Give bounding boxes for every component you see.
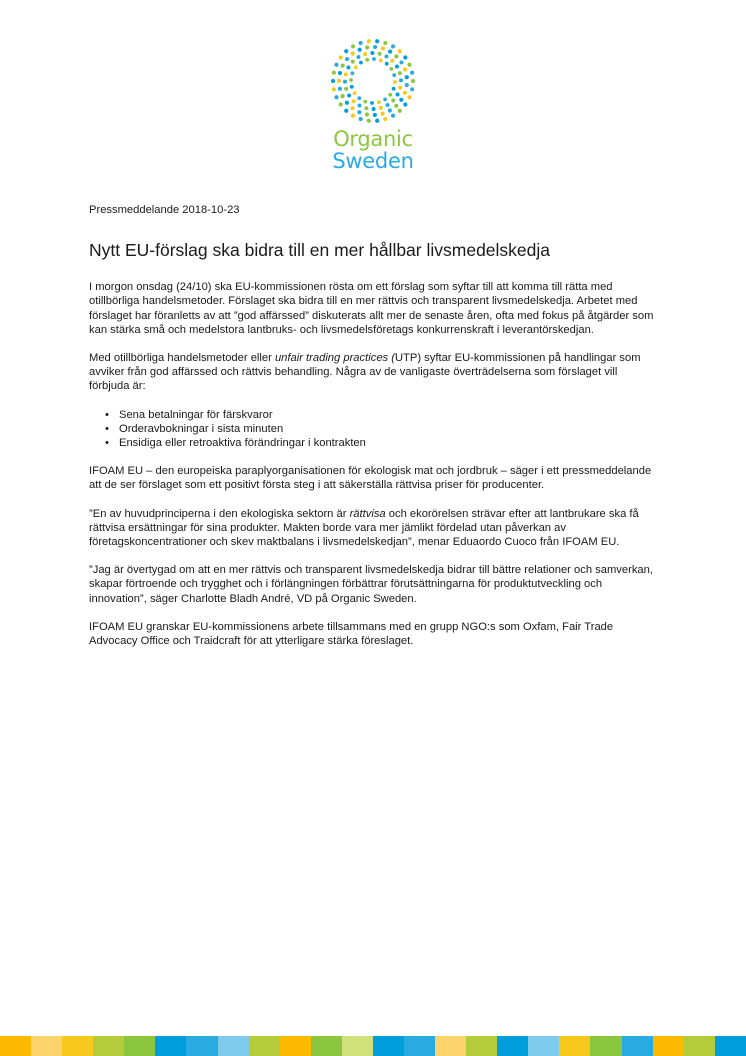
sunburst-dot bbox=[367, 39, 371, 43]
paragraph-quote-italic: rättvisa bbox=[349, 507, 386, 520]
sunburst-dot bbox=[373, 45, 377, 49]
sunburst-dot bbox=[403, 102, 407, 106]
sunburst-dot bbox=[399, 60, 403, 64]
stripe-segment bbox=[280, 1036, 311, 1056]
sunburst-dot bbox=[407, 95, 411, 99]
sunburst-dot bbox=[344, 87, 348, 91]
organic-sweden-logo bbox=[320, 38, 426, 172]
sunburst-dot bbox=[411, 79, 415, 83]
sunburst-dot bbox=[391, 114, 395, 118]
sunburst-dot bbox=[405, 75, 409, 79]
sunburst-dot bbox=[332, 71, 336, 75]
sunburst-dot bbox=[386, 103, 390, 107]
sunburst-dot bbox=[351, 114, 355, 118]
sunburst-dot bbox=[393, 80, 397, 84]
sunburst-dot bbox=[372, 57, 376, 61]
sunburst-dot bbox=[370, 101, 374, 105]
sunburst-dot bbox=[358, 104, 362, 108]
stripe-segment bbox=[435, 1036, 466, 1056]
sunburst-dot bbox=[389, 67, 393, 71]
sunburst-dot bbox=[332, 87, 336, 91]
sunburst-dot bbox=[398, 86, 402, 90]
stripe-segment bbox=[62, 1036, 93, 1056]
sunburst-dot bbox=[344, 109, 348, 113]
sunburst-dot bbox=[398, 49, 402, 53]
stripe-segment bbox=[186, 1036, 217, 1056]
paragraph-quote-start: ”En av huvudprinciperna i den ekologiska sektorn är bbox=[89, 507, 350, 520]
stripe-segment bbox=[218, 1036, 249, 1056]
stripe-segment bbox=[715, 1036, 746, 1056]
stripe-segment bbox=[31, 1036, 62, 1056]
sunburst-dot bbox=[373, 113, 377, 117]
stripe-segment bbox=[342, 1036, 373, 1056]
sunburst-dot bbox=[344, 72, 348, 76]
sunburst-dot bbox=[399, 78, 403, 82]
stripe-segment bbox=[590, 1036, 621, 1056]
sunburst-dot bbox=[407, 63, 411, 67]
sunburst-dot bbox=[377, 100, 381, 104]
stripe-segment bbox=[249, 1036, 280, 1056]
sunburst-dot bbox=[346, 66, 350, 70]
sunburst-dot bbox=[345, 101, 349, 105]
sunburst-dot bbox=[391, 44, 395, 48]
sunburst-dot bbox=[357, 110, 361, 114]
sunburst-dot bbox=[347, 94, 351, 98]
sunburst-dot bbox=[359, 61, 363, 65]
sunburst-dot bbox=[398, 71, 402, 75]
stripe-segment bbox=[311, 1036, 342, 1056]
sunburst-dot bbox=[375, 119, 379, 123]
logo-line-sweden: Sweden bbox=[332, 149, 414, 173]
sunburst-dot bbox=[381, 46, 385, 50]
footer-color-stripe bbox=[0, 1036, 746, 1056]
list-item: • Sena betalningar för färskvaror bbox=[119, 408, 655, 422]
stripe-segment bbox=[559, 1036, 590, 1056]
sunburst-dot bbox=[363, 52, 367, 56]
sunburst-dot bbox=[343, 80, 347, 84]
paragraph-closing: IFOAM EU granskar EU-kommissionens arbete tillsammans med en grupp NGO:s som Oxfam, Fair Trade Advocacy Office och Traidcraft för att ytterligare stärka föreslaget. bbox=[89, 620, 614, 648]
sunburst-dot bbox=[403, 55, 407, 59]
sunburst-dot bbox=[375, 39, 379, 43]
sunburst-dot bbox=[359, 41, 363, 45]
sunburst-dot bbox=[388, 93, 392, 97]
sunburst-dot bbox=[350, 85, 354, 89]
stripe-segment bbox=[93, 1036, 124, 1056]
sunburst-dot bbox=[351, 44, 355, 48]
sunburst-dot bbox=[378, 52, 382, 56]
sunburst-dot bbox=[392, 87, 396, 91]
sunburst-dot bbox=[351, 71, 355, 75]
paragraph-utp-end: UTP) syftar EU-kommissionen på handlingar som avviker från god affärssed och rättvis behandling. Några av de vanligaste överträdelserna som förslaget vill förbjuda är: bbox=[89, 352, 641, 393]
stripe-segment bbox=[0, 1036, 31, 1056]
sunburst-dot bbox=[398, 109, 402, 113]
sunburst-dot bbox=[345, 57, 349, 61]
sunburst-dot bbox=[337, 79, 341, 83]
sunburst-dot bbox=[392, 73, 396, 77]
paragraph-intro: I morgon onsdag (24/10) ska EU-kommissionen rösta om ett förslag som syftar till att komma till rätta med otillbörliga handelsmetoder. Förslaget ska bidra till en mer rättvis och transparent livsmedelskedja. Arbetet med förslaget har föranletts av att ”god affärssed” diskuterats allt mer de senaste åren, ofta med fokus på åtgärder som kan stärka små och medelstora lantbruks- och livsmedelsföretags konkurrenskraft i leverantörskedjan. bbox=[89, 281, 654, 336]
sunburst-dot bbox=[372, 107, 376, 111]
paragraph-utp bbox=[89, 351, 655, 394]
sunburst-dot bbox=[331, 79, 335, 83]
sunburst-dot bbox=[379, 59, 383, 63]
sunburst-dot bbox=[367, 119, 371, 123]
sunburst-dot bbox=[339, 102, 343, 106]
sunburst-dot bbox=[334, 63, 338, 67]
paragraph-ifoam: IFOAM EU – den europeiska paraplyorganisationen för ekologisk mat och jordbruk – säger i ett pressmeddelande att de ser förslaget som ett positivt första steg i att säkerställa rättvisa priser för producenter. bbox=[89, 465, 652, 492]
sunburst-dot bbox=[338, 71, 342, 75]
logo-line-organic: Organic bbox=[333, 127, 413, 151]
sunburst-dot bbox=[383, 97, 387, 101]
sunburst-dot bbox=[349, 78, 353, 82]
sunburst-dot bbox=[403, 67, 407, 71]
sunburst-dot bbox=[395, 64, 399, 68]
sunburst-dot bbox=[365, 58, 369, 62]
sunburst-dot bbox=[341, 64, 345, 68]
stripe-segment bbox=[466, 1036, 497, 1056]
sunburst-dot bbox=[357, 96, 361, 100]
sunburst-dot bbox=[358, 48, 362, 52]
sunburst-dot bbox=[388, 50, 392, 54]
sunburst-dot bbox=[359, 117, 363, 121]
stripe-segment bbox=[373, 1036, 404, 1056]
sunburst-dot bbox=[381, 112, 385, 116]
violations-list bbox=[89, 408, 655, 451]
sunburst-dot bbox=[334, 95, 338, 99]
sunburst-dot bbox=[388, 108, 392, 112]
stripe-segment bbox=[528, 1036, 559, 1056]
paragraph-quote-bladh: ”Jag är övertygad om att en mer rättvis och transparent livsmedelskedja bidrar till bättre relationer och samverkan, skapar förtroende och trygghet och i förlängningen förbättrar förutsättningarna för produktutveckling och innovation”, säger Charlotte Bladh André, VD på Organic Sweden. bbox=[89, 564, 653, 605]
sunburst-dot bbox=[403, 91, 407, 95]
list-item: • Ensidiga eller retroaktiva förändringar i kontrakten bbox=[119, 436, 655, 450]
paragraph-quote-end: och ekorörelsen strävar efter att lantbrukare ska få rättvisa ersättningar för sina produkter. Makten borde vara mer jämlikt fördelad utan påverkan av företagskoncentrationer och skev maktbalans i livsmedelskedjan”, menar Eduaordo Cuoco från IFOAM EU. bbox=[89, 507, 639, 549]
list-item: • Orderavbokningar i sista minuten bbox=[119, 422, 655, 436]
sunburst-dot bbox=[364, 106, 368, 110]
sunburst-dot bbox=[370, 51, 374, 55]
sunburst-dot bbox=[391, 98, 395, 102]
sunburst-dot bbox=[351, 60, 355, 64]
sunburst-dot bbox=[394, 54, 398, 58]
logo-wordmark bbox=[320, 128, 426, 172]
sunburst-dot bbox=[384, 54, 388, 58]
sunburst-dot bbox=[410, 87, 414, 91]
paragraph-quote-cuoco bbox=[89, 507, 655, 550]
sunburst-dot bbox=[339, 55, 343, 59]
sunburst-dot bbox=[354, 65, 358, 69]
sunburst-dot bbox=[340, 94, 344, 98]
sunburst-dot bbox=[410, 71, 414, 75]
stripe-segment bbox=[684, 1036, 715, 1056]
sunburst-dot bbox=[399, 98, 403, 102]
stripe-segment bbox=[404, 1036, 435, 1056]
stripe-segment bbox=[622, 1036, 653, 1056]
paragraph-utp-start: Med otillbörliga handelsmetoder eller bbox=[89, 352, 275, 365]
dateline: Pressmeddelande 2018-10-23 bbox=[89, 204, 240, 216]
sunburst-dot bbox=[396, 92, 400, 96]
sunburst-dot bbox=[363, 100, 367, 104]
sunburst-dot bbox=[383, 117, 387, 121]
paragraph-utp-italic: unfair trading practices ( bbox=[274, 352, 395, 365]
sunburst-dot bbox=[351, 106, 355, 110]
sunburst-dot bbox=[356, 55, 360, 59]
stripe-segment bbox=[155, 1036, 186, 1056]
sunburst-dot bbox=[344, 49, 348, 53]
press-release-body bbox=[89, 203, 655, 662]
sunburst-dot bbox=[365, 112, 369, 116]
sunburst-dot bbox=[352, 99, 356, 103]
sunburst-dot bbox=[351, 52, 355, 56]
sunburst-dot bbox=[379, 106, 383, 110]
sunburst-dot bbox=[365, 45, 369, 49]
page-title: Nytt EU-förslag ska bidra till en mer hållbar livsmedelskedja bbox=[89, 240, 551, 261]
sunburst-dot bbox=[385, 62, 389, 66]
sunburst-dot bbox=[405, 83, 409, 87]
sunburst-dot bbox=[390, 59, 394, 63]
stripe-segment bbox=[124, 1036, 155, 1056]
sunburst-dot bbox=[394, 104, 398, 108]
sunburst-dot bbox=[353, 91, 357, 95]
sunburst-icon bbox=[330, 38, 416, 124]
stripe-segment bbox=[497, 1036, 528, 1056]
sunburst-dot bbox=[338, 87, 342, 91]
stripe-segment bbox=[653, 1036, 684, 1056]
sunburst-dot bbox=[383, 41, 387, 45]
